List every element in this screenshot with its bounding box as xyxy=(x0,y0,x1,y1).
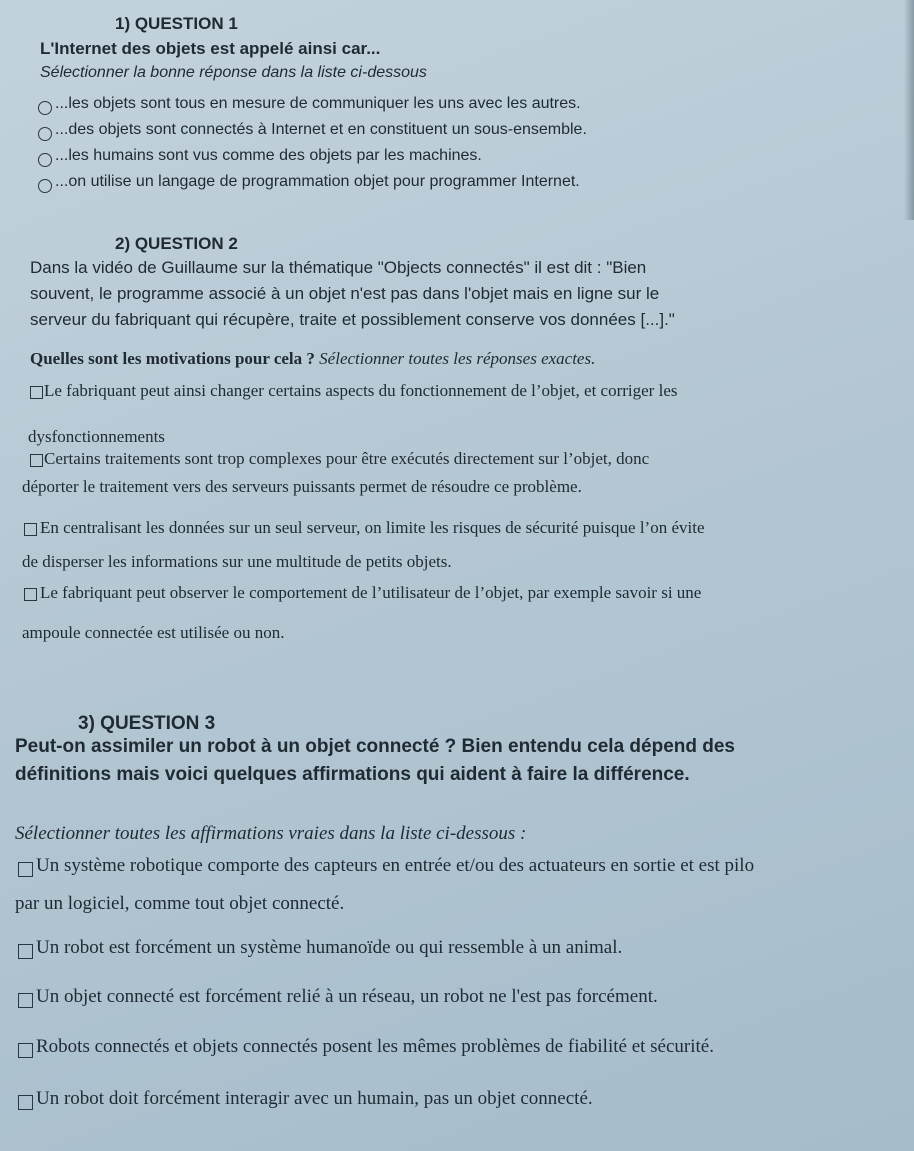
q3-option-5-checkbox[interactable] xyxy=(18,1095,33,1110)
q2-option-3-line-2: de disperser les informations sur une multitude de petits objets. xyxy=(22,552,452,571)
q2-option-2-line-2: déporter le traitement vers des serveurs puissants permet de résoudre ce problème. xyxy=(22,477,582,496)
q1-option-3-radio[interactable] xyxy=(38,153,52,167)
q2-option-2-line-1: Certains traitements sont trop complexes pour être exécutés directement sur l’objet, donc xyxy=(44,449,650,468)
question-2-text-line-2: souvent, le programme associé à un objet n'est pas dans l'objet mais en ligne sur le xyxy=(30,284,660,303)
q3-option-1-line-1: Un système robotique comporte des capteurs en entrée et/ou des actuateurs en sortie et est pilo xyxy=(36,855,755,876)
question-2-ask xyxy=(30,349,595,369)
question-2-title: 2) QUESTION 2 xyxy=(115,234,238,253)
question-2-ask-bold: Quelles sont les motivations pour cela ? xyxy=(30,349,315,368)
q3-option-3-label: Un objet connecté est forcément relié à un réseau, un robot ne l'est pas forcément. xyxy=(36,986,658,1007)
q2-option-3-checkbox[interactable] xyxy=(24,523,37,536)
q2-option-4-line-1: Le fabriquant peut observer le comportement de l’utilisateur de l’objet, par exemple savoir si une xyxy=(40,583,702,602)
q1-option-2-label: ...des objets sont connectés à Internet et en constituent un sous-ensemble. xyxy=(55,121,587,138)
q3-option-3-checkbox[interactable] xyxy=(18,993,33,1008)
q1-option-4-label: ...on utilise un langage de programmation objet pour programmer Internet. xyxy=(55,173,580,190)
q3-option-4-checkbox[interactable] xyxy=(18,1043,33,1058)
q1-option-4-radio[interactable] xyxy=(38,179,52,193)
question-1-instruction: Sélectionner la bonne réponse dans la liste ci-dessous xyxy=(40,64,427,81)
question-1-title: 1) QUESTION 1 xyxy=(115,14,238,33)
q1-option-1-radio[interactable] xyxy=(38,101,52,115)
question-3-prompt-line-2: définitions mais voici quelques affirmations qui aident à faire la différence. xyxy=(15,764,690,785)
q3-option-4-label: Robots connectés et objets connectés posent les mêmes problèmes de fiabilité et sécurité. xyxy=(36,1036,714,1057)
q2-option-1-line-2: dysfonctionnements xyxy=(28,427,165,446)
q2-option-1-line-1: Le fabriquant peut ainsi changer certains aspects du fonctionnement de l’objet, et corriger les xyxy=(44,381,678,400)
question-1-prompt: L'Internet des objets est appelé ainsi car... xyxy=(40,39,381,58)
question-2-text-line-1: Dans la vidéo de Guillaume sur la thématique "Objects connectés" il est dit : "Bien xyxy=(30,258,647,277)
q3-option-2-label: Un robot est forcément un système humanoïde ou qui ressemble à un animal. xyxy=(36,937,623,958)
q2-option-4-checkbox[interactable] xyxy=(24,588,37,601)
question-2-text-line-3: serveur du fabriquant qui récupère, traite et possiblement conserve vos données [...]." xyxy=(30,310,675,329)
q2-option-4-line-2: ampoule connectée est utilisée ou non. xyxy=(22,623,285,642)
q3-option-2-checkbox[interactable] xyxy=(18,944,33,959)
q2-option-1-checkbox[interactable] xyxy=(30,386,43,399)
question-2-ask-italic: Sélectionner toutes les réponses exactes. xyxy=(319,349,596,368)
page-edge-shadow xyxy=(904,0,914,220)
question-3-prompt-line-1: Peut-on assimiler un robot à un objet connecté ? Bien entendu cela dépend des xyxy=(15,736,735,757)
q1-option-2-radio[interactable] xyxy=(38,127,52,141)
q3-option-1-checkbox[interactable] xyxy=(18,862,33,877)
q3-option-5-label: Un robot doit forcément interagir avec un humain, pas un objet connecté. xyxy=(36,1088,593,1109)
q1-option-1-label: ...les objets sont tous en mesure de communiquer les uns avec les autres. xyxy=(55,95,581,112)
question-3-instruction: Sélectionner toutes les affirmations vraies dans la liste ci-dessous : xyxy=(15,823,527,844)
q2-option-3-line-1: En centralisant les données sur un seul serveur, on limite les risques de sécurité puisque l’on évite xyxy=(40,518,705,537)
question-3-title: 3) QUESTION 3 xyxy=(78,713,216,734)
q3-option-1-line-2: par un logiciel, comme tout objet connecté. xyxy=(15,893,345,914)
q2-option-2-checkbox[interactable] xyxy=(30,454,43,467)
q1-option-3-label: ...les humains sont vus comme des objets par les machines. xyxy=(55,147,482,164)
